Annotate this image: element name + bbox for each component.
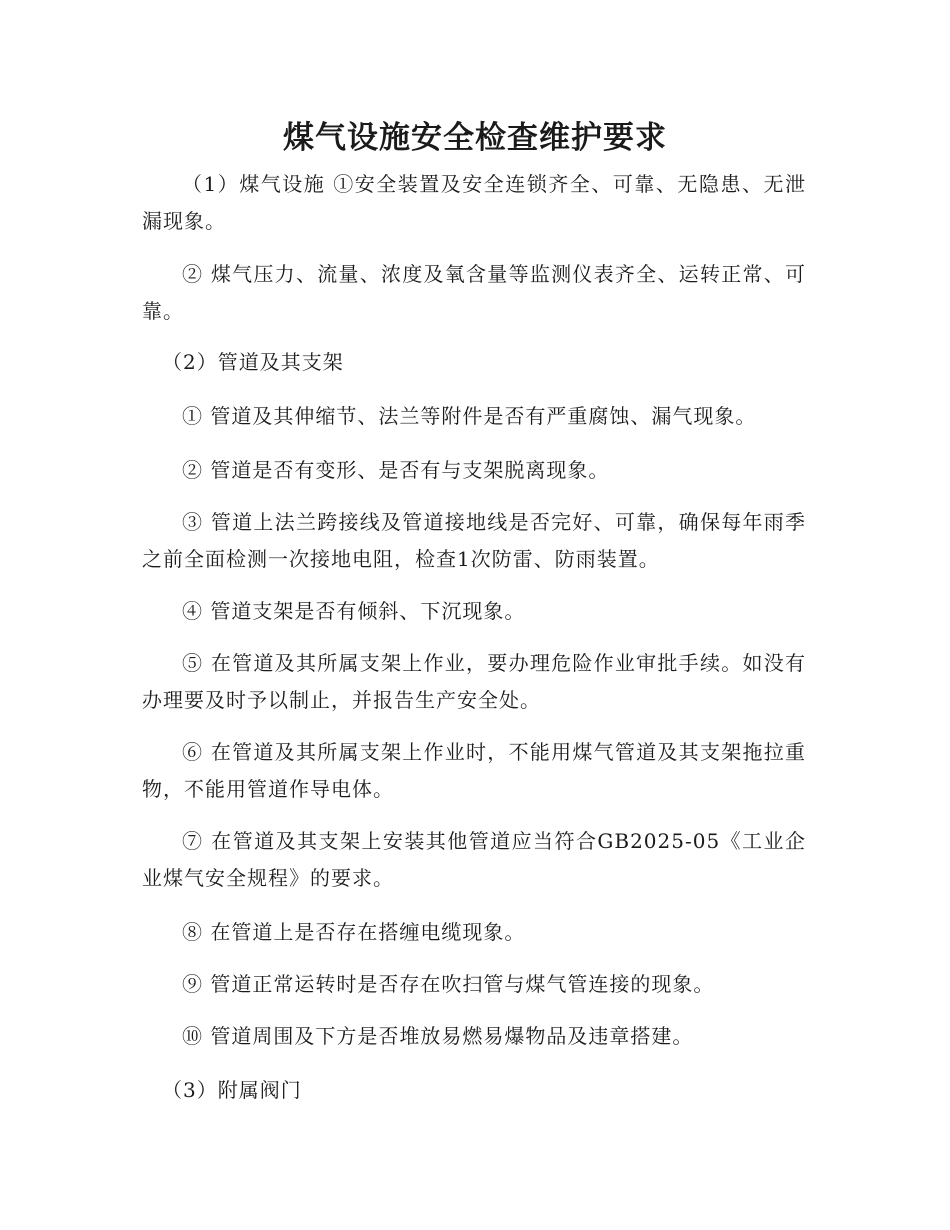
paragraph-flammable-storage: ⑩ 管道周围及下方是否堆放易燃易爆物品及违章搭建。 (182, 1024, 694, 1048)
paragraph-pipe-corrosion: ① 管道及其伸缩节、法兰等附件是否有严重腐蚀、漏气现象。 (182, 404, 757, 428)
section-heading-pipes: （2）管道及其支架 (162, 350, 344, 374)
paragraph-support-tilt: ④ 管道支架是否有倾斜、下沉现象。 (182, 599, 526, 623)
paragraph-no-dragging: ⑥ 在管道及其所属支架上作业时，不能用煤气管道及其支架拖拉重物，不能用管道作导电体。 (142, 740, 806, 801)
paragraph-work-approval: ⑤ 在管道及其所属支架上作业，要办理危险作业审批手续。如没有办理要及时予以制止，并报告生产安全处。 (142, 651, 806, 712)
paragraph-purge-connection: ⑨ 管道正常运转时是否存在吹扫管与煤气管连接的现象。 (182, 972, 715, 996)
document-title: 煤气设施安全检查维护要求 (283, 120, 667, 156)
paragraph-cable-wrapping: ⑧ 在管道上是否存在搭缠电缆现象。 (182, 920, 526, 944)
paragraph-pipe-deformation: ② 管道是否有变形、是否有与支架脱离现象。 (182, 458, 610, 482)
paragraph-grounding: ③ 管道上法兰跨接线及管道接地线是否完好、可靠，确保每年雨季之前全面检测一次接地电阻，检查1次防雷、防雨装置。 (142, 510, 806, 571)
paragraph-installation-standard: ⑦ 在管道及其支架上安装其他管道应当符合GB2025-05《工业企业煤气安全规程》的要求。 (142, 829, 806, 890)
paragraph-monitoring-instruments: ② 煤气压力、流量、浓度及氧含量等监测仪表齐全、运转正常、可靠。 (142, 262, 806, 323)
paragraph-gas-facility: （1）煤气设施 ①安全装置及安全连锁齐全、可靠、无隐患、无泄漏现象。 (142, 172, 806, 233)
section-heading-valves: （3）附属阀门 (162, 1078, 302, 1102)
